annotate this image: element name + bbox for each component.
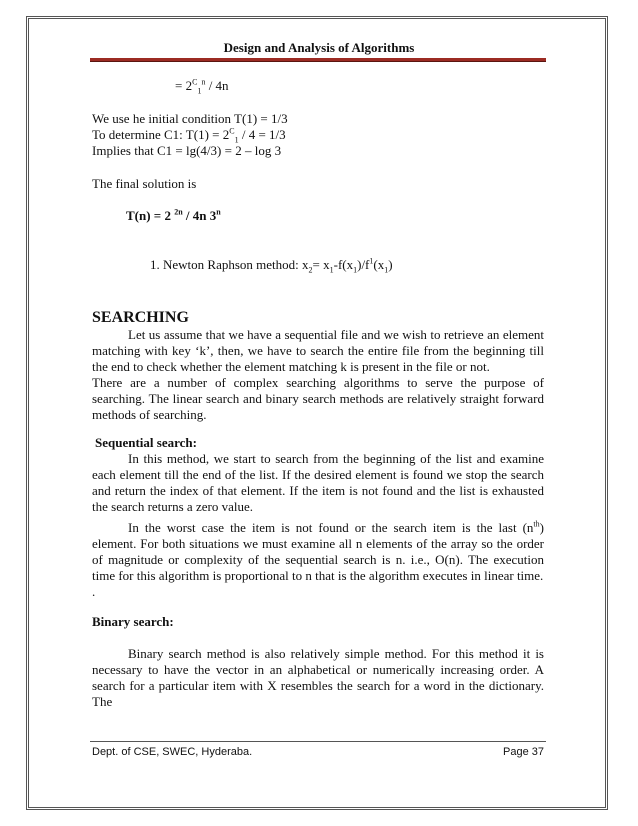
sequential-paragraph-1: In this method, we start to search from the beginning of the list and examine each element till the end of the list. If the desired element is found we stop the search and return the index of that element. If the item is not found and the list is exhausted the search returns a zero value.: [92, 451, 544, 514]
searching-heading: SEARCHING: [92, 309, 189, 326]
binary-section: [92, 646, 544, 710]
sequential-section-1: [92, 451, 544, 515]
binary-paragraph-1: Binary search method is also relatively simple method. For this method it is necessary to have the vector in an alphabetical or numerically increasing order. A search for a particular item with X resembles the search for a word in the dictionary. The: [92, 646, 544, 709]
footer-rule: [90, 741, 546, 742]
determine-c1-line: To determine C1: $T(1) = 2^C_1 / 4 = 1/3$: [92, 126, 286, 145]
implies-line: Implies that C1 = lg(4/3) = 2 – log 3: [92, 143, 282, 158]
page-header-title: Design and Analysis of Algorithms: [223, 40, 415, 55]
searching-paragraph-2: There are a number of complex searching algorithms to serve the purpose of searching. The linear search and binary search methods are relatively straight forward methods of searching.: [92, 375, 544, 422]
footer-department: Dept. of CSE, SWEC, Hyderaba.: [92, 746, 253, 758]
stray-dot: .: [92, 584, 96, 599]
footer-page-number: Page 37: [503, 746, 544, 758]
sequential-section-2: [92, 520, 544, 600]
initial-condition-line: We use he initial condition T(1) = 1/3: [92, 111, 288, 126]
binary-search-heading: Binary search:: [92, 614, 174, 629]
header-rule: [90, 58, 546, 62]
sequential-paragraph-2: In the worst case the item is not found or the search item is the last $(n^{th})$ element. For both situations we must examine all n elements of the array so the order of magnitude or complexity of the sequential search is n. i.e., O(n). The execution time for this algorithm is proportional to n that is the algorithm executes in linear time.: [92, 519, 544, 583]
searching-section: [92, 327, 544, 423]
page-footer: [92, 746, 544, 758]
equation-line: = $2^C_1^n / 4n$: [175, 77, 229, 96]
searching-paragraph-1: Let us assume that we have a sequential file and we wish to retrieve an element matching with key ‘k’, then, we have to search the entire file from the beginning till the end to check whether the element matching k is present in the file or not.: [92, 327, 544, 374]
final-solution-formula: T(n) = 2 $^{2n}$ / 4n 3$^n$: [126, 207, 221, 223]
sequential-search-heading: Sequential search:: [95, 435, 197, 450]
final-solution-intro: The final solution is: [92, 176, 197, 191]
newton-raphson-line: 1. Newton Raphson method: $x_2= x_1-f(x_1)/f^1(x_1)$: [150, 256, 393, 275]
